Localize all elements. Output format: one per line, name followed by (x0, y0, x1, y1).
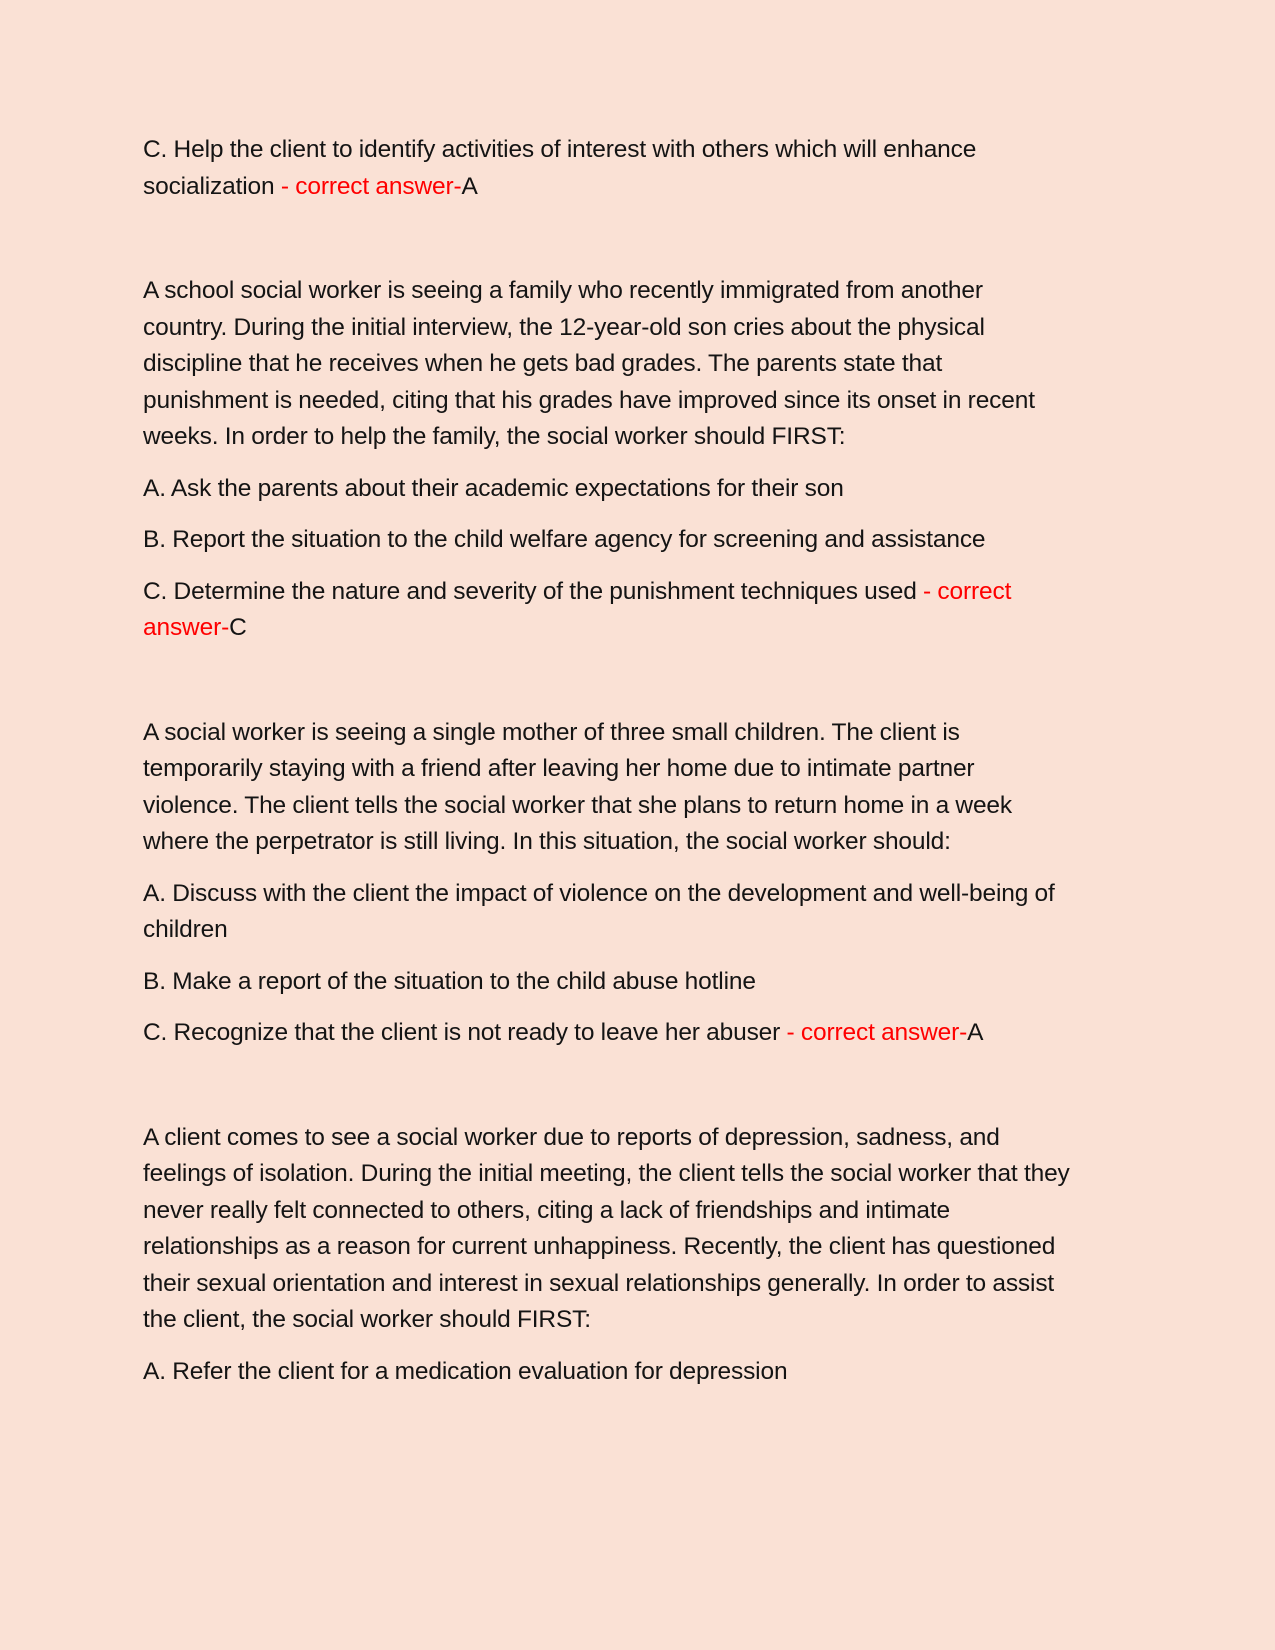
question-stem (143, 273, 1070, 456)
document-text-body (143, 132, 1070, 1390)
answer-line (143, 574, 1070, 647)
line-text: C. Determine the nature and severity of the punishment techniques used (143, 577, 924, 605)
line-text: A client comes to see a social worker due to reports of depression, sadness, and feelings of isolation. During the initial meeting, the client tells the social worker that they never really felt connected to others, citing a lack of friendships and intimate relationships as a reason for current unhappiness. Recently, the client has questioned their sexual orientation and interest in sexual relationships generally. In order to assist the client, the social worker should FIRST: (143, 1123, 1070, 1333)
answer-line (143, 132, 1070, 205)
question-stem (143, 1120, 1070, 1339)
answer-letter: C (229, 614, 247, 641)
line-text: A. Ask the parents about their academic expectations for their son (143, 474, 844, 502)
line-text: A. Refer the client for a medication evaluation for depression (143, 1357, 788, 1385)
line-text: A school social worker is seeing a family who recently immigrated from another country. During the initial interview, the 12-year-old son cries about the physical discipline that he receives when he gets bad grades. The parents state that punishment is needed, citing that his grades have improved since its onset in recent weeks. In order to help the family, the social worker should FIRST: (143, 277, 1035, 450)
question-stem (143, 715, 1070, 861)
correct-answer-marker: - correct answer- (280, 172, 462, 200)
option-line (143, 1354, 1070, 1391)
line-text: B. Report the situation to the child welfare agency for screening and assistance (143, 526, 986, 553)
option-line (143, 522, 1070, 559)
line-text: A. Discuss with the client the impact of violence on the development and well-being of children (143, 879, 1055, 943)
question-block (143, 715, 1070, 1052)
answer-letter: A (967, 1019, 984, 1046)
answer-line (143, 1015, 1070, 1052)
option-line (143, 964, 1070, 1001)
option-line (143, 471, 1070, 508)
question-block (143, 132, 1070, 205)
correct-answer-marker: - correct answer- (143, 577, 1012, 641)
line-text: C. Help the client to identify activities of interest with others which will enhance socialization (143, 136, 977, 200)
line-text: C. Recognize that the client is not ready to leave her abuser (143, 1019, 787, 1046)
option-line (143, 876, 1070, 949)
question-block (143, 273, 1070, 647)
line-text: B. Make a report of the situation to the child abuse hotline (143, 967, 756, 995)
line-text: A social worker is seeing a single mother of three small children. The client is temporarily staying with a friend after leaving her home due to intimate partner violence. The client tells the social worker that she plans to return home in a week where the perpetrator is still living. In this situation, the social worker should: (143, 718, 1012, 855)
correct-answer-marker: - correct answer- (786, 1019, 968, 1046)
answer-letter: A (461, 172, 478, 200)
question-block (143, 1120, 1070, 1391)
